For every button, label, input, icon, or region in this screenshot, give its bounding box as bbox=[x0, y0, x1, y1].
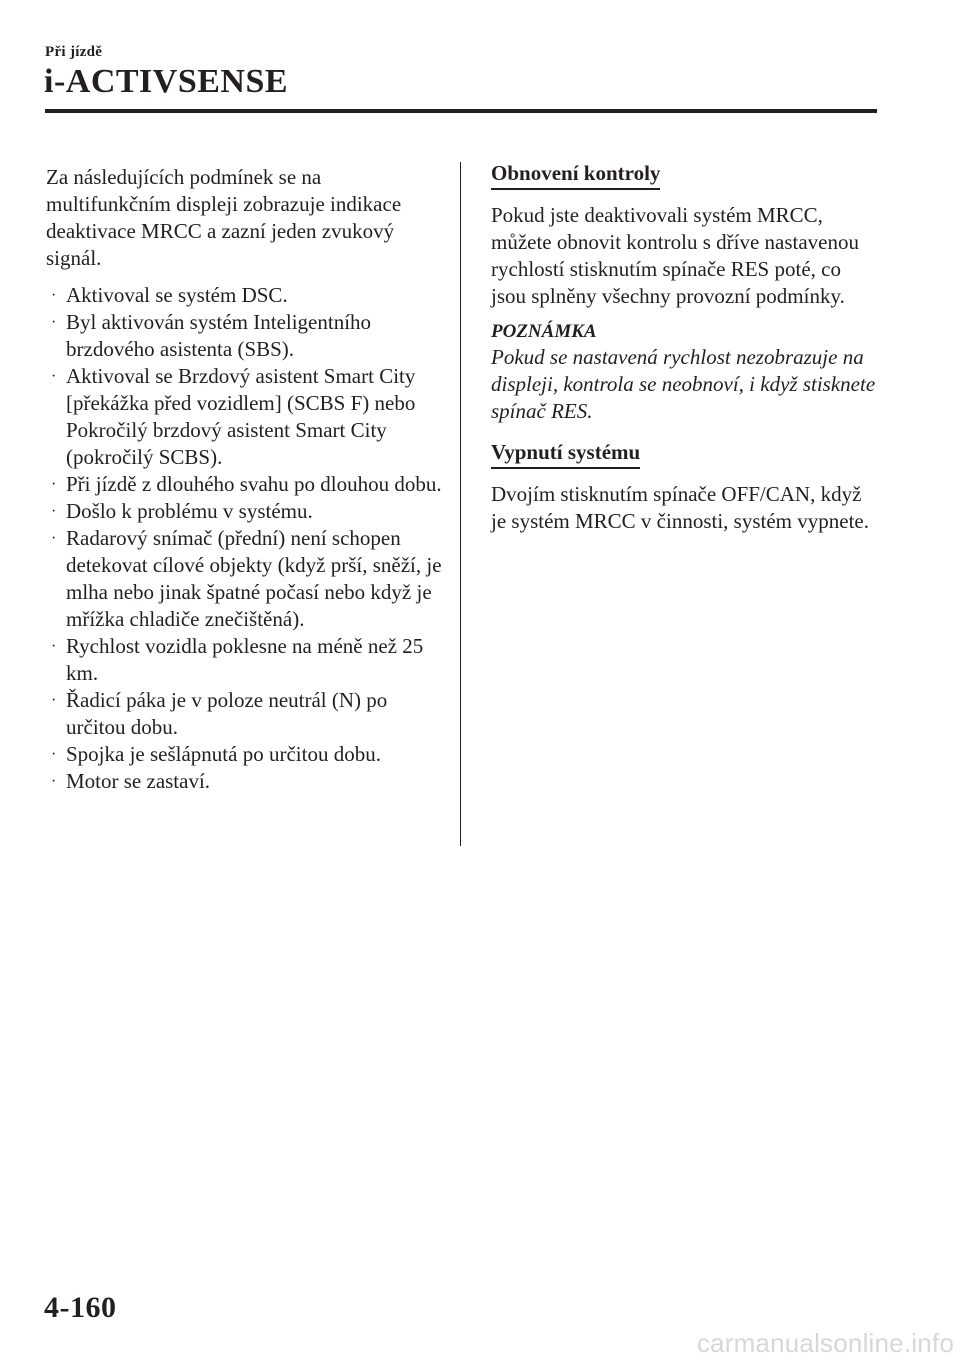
bullet-dot-icon: · bbox=[51, 503, 57, 520]
bullet-dot-icon: · bbox=[51, 314, 57, 331]
list-item bbox=[46, 768, 446, 795]
bullet-dot-icon: · bbox=[51, 773, 57, 790]
chapter-title: i-ACTIVSENSE bbox=[44, 63, 289, 100]
column-divider bbox=[460, 162, 461, 846]
note-label: POZNÁMKA bbox=[491, 321, 597, 342]
note-text: Pokud se nastavená rychlost nezobrazuje na displeji, kontrola se neobnoví, i když stisknete spínač RES. bbox=[491, 345, 876, 423]
list-item bbox=[46, 633, 446, 687]
list-item bbox=[46, 741, 446, 768]
bullet-dot-icon: · bbox=[51, 692, 57, 709]
bullet-dot-icon: · bbox=[51, 368, 57, 385]
left-column bbox=[46, 164, 446, 795]
list-item-text: Byl aktivován systém Inteligentního brzdového asistenta (SBS). bbox=[66, 310, 372, 361]
list-item bbox=[46, 525, 446, 633]
list-item bbox=[46, 363, 446, 471]
intro-paragraph: Za následujících podmínek se na multifunkčním displeji zobrazuje indikace deaktivace MRCC a zazní jeden zvukový signál. bbox=[46, 165, 402, 270]
page-number: 4-160 bbox=[44, 1291, 117, 1324]
bullet-dot-icon: · bbox=[51, 638, 57, 655]
list-item bbox=[46, 498, 446, 525]
condition-list bbox=[46, 282, 446, 795]
bullet-dot-icon: · bbox=[51, 746, 57, 763]
right-column bbox=[491, 160, 881, 545]
list-item bbox=[46, 282, 446, 309]
bullet-dot-icon: · bbox=[51, 476, 57, 493]
list-item bbox=[46, 309, 446, 363]
off-heading: Vypnutí systému bbox=[491, 439, 640, 469]
resume-paragraph: Pokud jste deaktivovali systém MRCC, můžete obnovit kontrolu s dříve nastavenou rychlostí stisknutím spínače RES poté, co jsou splněny všechny provozní podmínky. bbox=[491, 203, 860, 308]
list-item-text: Aktivoval se systém DSC. bbox=[66, 283, 288, 307]
header-rule bbox=[45, 109, 877, 113]
list-item bbox=[46, 471, 446, 498]
bullet-dot-icon: · bbox=[51, 530, 57, 547]
list-item-text: Aktivoval se Brzdový asistent Smart City [překážka před vozidlem] (SCBS F) nebo Pokročilý brzdový asistent Smart City (pokročilý SCBS). bbox=[66, 364, 416, 469]
list-item bbox=[46, 687, 446, 741]
list-item-text: Motor se zastaví. bbox=[66, 769, 211, 793]
watermark: carmanualsonline.info bbox=[696, 1328, 954, 1358]
list-item-text: Řadicí páka je v poloze neutrál (N) po určitou dobu. bbox=[66, 688, 388, 739]
list-item-text: Došlo k problému v systému. bbox=[66, 499, 313, 523]
list-item-text: Radarový snímač (přední) není schopen detekovat cílové objekty (když prší, sněží, je mlha nebo jinak špatné počasí nebo když je mřížka chladiče znečištěná). bbox=[66, 526, 442, 631]
resume-heading: Obnovení kontroly bbox=[491, 160, 660, 190]
bullet-dot-icon: · bbox=[51, 287, 57, 304]
list-item-text: Rychlost vozidla poklesne na méně než 25 km. bbox=[66, 634, 424, 685]
off-paragraph: Dvojím stisknutím spínače OFF/CAN, když je systém MRCC v činnosti, systém vypnete. bbox=[491, 482, 869, 533]
list-item-text: Při jízdě z dlouhého svahu po dlouhou dobu. bbox=[66, 472, 442, 496]
list-item-text: Spojka je sešlápnutá po určitou dobu. bbox=[66, 742, 381, 766]
section-label: Při jízdě bbox=[45, 44, 103, 60]
